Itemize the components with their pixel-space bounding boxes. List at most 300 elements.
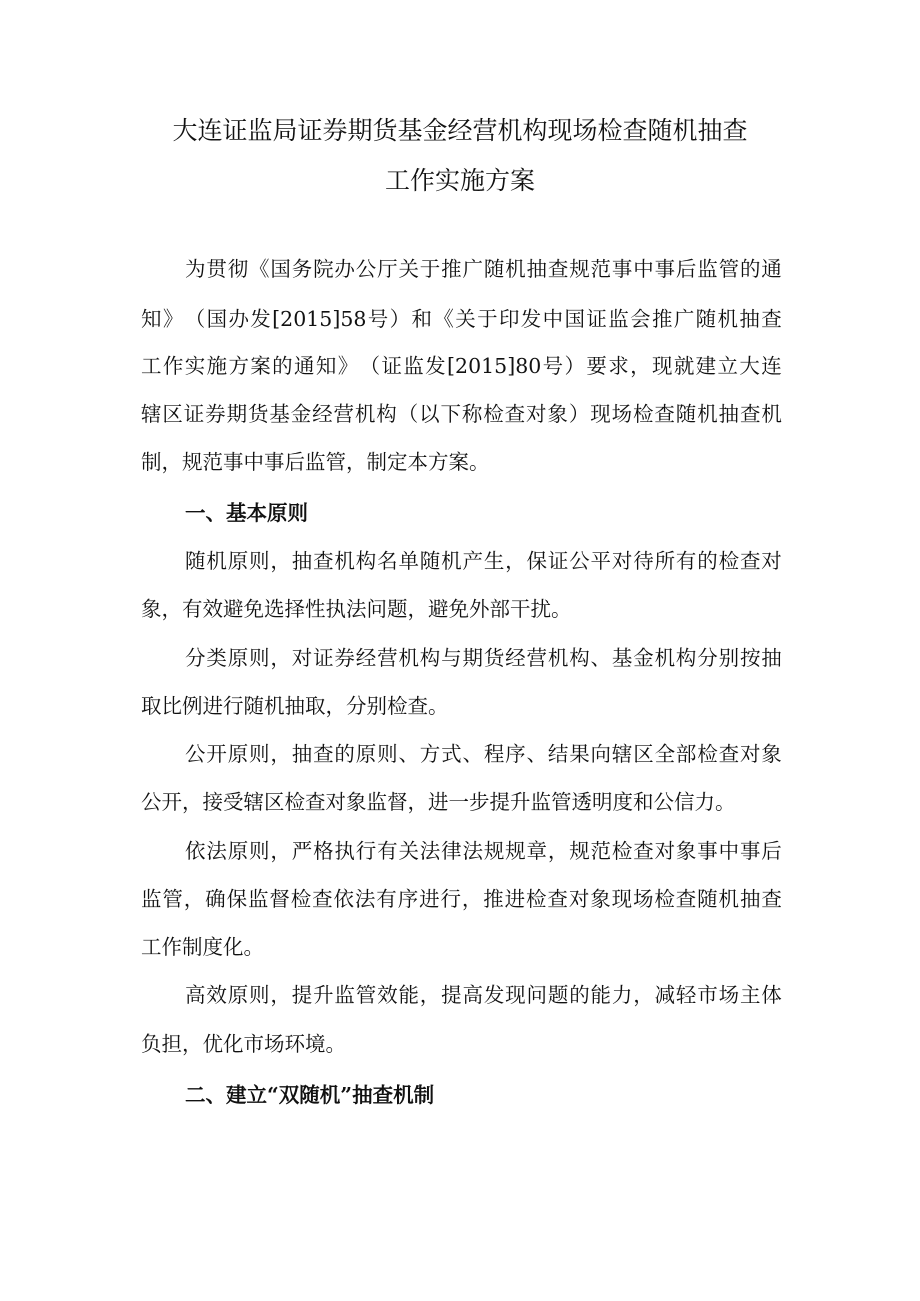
text-glyph: 发 xyxy=(520,307,542,331)
law-principle-line-2 xyxy=(141,886,782,912)
text-glyph: 式 xyxy=(441,742,462,766)
text-glyph: 依 xyxy=(333,887,355,911)
text-glyph: 广 xyxy=(673,307,695,331)
text-glyph: 检 xyxy=(654,887,675,911)
text-glyph: 市 xyxy=(697,983,718,1007)
text-glyph: ， xyxy=(505,549,526,573)
text-glyph: 进 xyxy=(504,887,526,911)
text-glyph: 》 xyxy=(162,307,184,331)
text-glyph: 范 xyxy=(590,257,612,281)
text-glyph: 机 xyxy=(697,402,718,426)
text-glyph: 期 xyxy=(462,646,483,670)
text-glyph: 办 xyxy=(334,257,355,281)
text-glyph: 推 xyxy=(483,887,504,911)
text-glyph: 知 xyxy=(315,354,337,378)
text-glyph: 依 xyxy=(185,839,206,863)
text-glyph: 保 xyxy=(526,549,547,573)
text-glyph: 查 xyxy=(654,402,675,426)
intro-line-4 xyxy=(141,401,782,427)
text-glyph: 知 xyxy=(141,307,162,331)
text-glyph: 货 xyxy=(483,646,505,670)
text-glyph: 序 xyxy=(505,742,526,766)
text-glyph: 公 xyxy=(569,549,590,573)
text-glyph: ， xyxy=(183,887,205,911)
text-glyph: 名 xyxy=(377,549,398,573)
open-principle-line-2: 公开，接受辖区检查对象监督，进一步提升监管透明度和公信力。 xyxy=(141,790,736,814)
text-glyph: 查 xyxy=(313,549,334,573)
text-glyph: 经 xyxy=(312,402,333,426)
text-glyph: 国 xyxy=(270,257,291,281)
text-glyph: 关 xyxy=(398,257,419,281)
text-glyph: 监 xyxy=(697,257,718,281)
text-glyph: 象 xyxy=(761,742,782,766)
text-glyph: 行 xyxy=(355,839,377,863)
text-glyph: 关 xyxy=(455,307,476,331)
law-principle-line-3: 工作制度化。 xyxy=(141,935,264,959)
text-glyph: ， xyxy=(270,549,291,573)
text-glyph: 查 xyxy=(761,307,782,331)
text-glyph: 发 xyxy=(425,354,446,378)
text-glyph: 则 xyxy=(249,983,270,1007)
text-glyph: 有 xyxy=(675,549,697,573)
text-glyph: 查 xyxy=(739,402,761,426)
text-glyph: 监 xyxy=(334,983,355,1007)
text-glyph: 则 xyxy=(249,549,270,573)
text-glyph: ， xyxy=(270,839,291,863)
text-glyph: 平 xyxy=(590,549,612,573)
text-glyph: ， xyxy=(547,839,569,863)
text-glyph: 、 xyxy=(590,646,612,670)
text-glyph: 查 xyxy=(761,887,782,911)
text-glyph: 题 xyxy=(547,983,569,1007)
text-glyph: 期 xyxy=(226,402,248,426)
category-principle-line-2: 取比例进行随机抽取，分别检查。 xyxy=(141,694,449,718)
text-glyph: 就 xyxy=(673,354,695,378)
text-glyph: 构 xyxy=(419,646,441,670)
text-glyph: 规 xyxy=(569,257,590,281)
text-glyph: 查 xyxy=(547,257,569,281)
category-principle-line-1 xyxy=(185,645,782,671)
text-glyph: 机 xyxy=(505,257,526,281)
text-glyph: 严 xyxy=(291,839,313,863)
text-glyph: 建 xyxy=(695,354,717,378)
text-glyph: 章 xyxy=(526,839,547,863)
text-glyph: 则 xyxy=(377,742,398,766)
text-glyph: 检 xyxy=(697,742,718,766)
text-glyph: 构 xyxy=(569,646,590,670)
text-glyph: 原 xyxy=(355,742,377,766)
text-glyph: ， xyxy=(630,354,651,378)
text-glyph: 检 xyxy=(526,887,547,911)
text-glyph: 后 xyxy=(675,257,697,281)
text-glyph: 金 xyxy=(290,402,312,426)
text-glyph: 区 xyxy=(633,742,654,766)
text-glyph: （ xyxy=(397,402,419,426)
text-glyph: 类 xyxy=(206,646,227,670)
random-principle-line-2: 象，有效避免选择性执法问题，避免外部干扰。 xyxy=(141,597,572,621)
text-glyph: 律 xyxy=(441,839,462,863)
text-glyph: 证 xyxy=(586,307,607,331)
text-glyph: 确 xyxy=(205,887,226,911)
text-glyph: 证 xyxy=(381,354,402,378)
text-glyph: 则 xyxy=(249,646,270,670)
intro-line-5: 制，规范事中事后监管，制定本方案。 xyxy=(141,450,490,474)
text-glyph: 《 xyxy=(249,257,270,281)
text-glyph: 的 xyxy=(739,257,761,281)
text-glyph: 监 xyxy=(141,887,162,911)
text-glyph: 场 xyxy=(632,887,654,911)
text-glyph: 升 xyxy=(313,983,334,1007)
text-glyph: 场 xyxy=(611,402,633,426)
text-glyph: 开 xyxy=(206,742,227,766)
text-glyph: 经 xyxy=(505,646,526,670)
text-glyph: 营 xyxy=(333,402,355,426)
text-glyph: 的 xyxy=(569,983,590,1007)
text-glyph: 于 xyxy=(419,257,441,281)
text-glyph: 关 xyxy=(398,839,419,863)
text-glyph: 营 xyxy=(377,646,398,670)
text-glyph: 为 xyxy=(185,257,206,281)
text-glyph: 实 xyxy=(184,354,206,378)
text-glyph: 随 xyxy=(675,402,697,426)
text-glyph: 彻 xyxy=(227,257,249,281)
text-glyph: 方 xyxy=(228,354,249,378)
text-glyph: 查 xyxy=(547,887,568,911)
text-glyph: 券 xyxy=(334,646,355,670)
text-glyph: 、 xyxy=(398,742,419,766)
text-glyph: 金 xyxy=(633,646,654,670)
text-glyph: 随 xyxy=(697,887,718,911)
text-glyph: 原 xyxy=(227,646,249,670)
text-glyph: 院 xyxy=(313,257,334,281)
text-glyph: 原 xyxy=(227,839,249,863)
text-glyph: 场 xyxy=(718,983,740,1007)
text-glyph: 对 xyxy=(526,402,547,426)
text-glyph: 法 xyxy=(206,839,227,863)
text-glyph: 求 xyxy=(608,354,629,378)
intro-line-2 xyxy=(141,306,782,332)
text-glyph: 按 xyxy=(739,646,761,670)
text-glyph: 检 xyxy=(483,402,504,426)
text-glyph: 称 xyxy=(461,402,483,426)
text-glyph: 构 xyxy=(675,646,697,670)
text-glyph: 法 xyxy=(419,839,441,863)
text-glyph: 经 xyxy=(355,646,377,670)
text-glyph: 则 xyxy=(249,839,270,863)
text-glyph: 事 xyxy=(611,257,633,281)
text-glyph: 推 xyxy=(441,257,462,281)
text-glyph: 体 xyxy=(761,983,782,1007)
text-glyph: 中 xyxy=(542,307,564,331)
text-glyph: 对 xyxy=(568,887,590,911)
text-glyph: 监 xyxy=(247,887,269,911)
text-glyph: ） xyxy=(568,402,590,426)
text-glyph: 现 xyxy=(651,354,673,378)
text-glyph: 高 xyxy=(462,983,483,1007)
text-glyph: 所 xyxy=(654,549,676,573)
text-glyph: 对 xyxy=(654,839,676,863)
text-glyph: 高 xyxy=(185,983,206,1007)
text-glyph: 券 xyxy=(205,402,226,426)
text-glyph: 效 xyxy=(206,983,227,1007)
text-glyph: 对 xyxy=(739,742,761,766)
text-glyph: 分 xyxy=(697,646,718,670)
text-glyph: 机 xyxy=(547,646,569,670)
document-title-line-1: 大连证监局证券期货基金经营机构现场检查随机抽查 xyxy=(172,116,748,145)
text-glyph: 现 xyxy=(590,402,611,426)
text-glyph: 随 xyxy=(185,549,206,573)
text-glyph: 管 xyxy=(718,257,740,281)
text-glyph: 向 xyxy=(590,742,612,766)
text-glyph: 别 xyxy=(718,646,740,670)
text-glyph: 机 xyxy=(717,307,739,331)
text-glyph: 范 xyxy=(590,839,612,863)
text-glyph: ） xyxy=(564,354,586,378)
text-glyph: 减 xyxy=(654,983,676,1007)
text-glyph: 以 xyxy=(419,402,440,426)
text-glyph: 抽 xyxy=(291,549,313,573)
text-glyph: 生 xyxy=(483,549,505,573)
text-glyph: 单 xyxy=(398,549,419,573)
text-glyph: 有 xyxy=(376,887,397,911)
text-glyph: 作 xyxy=(162,354,184,378)
text-glyph: 辖 xyxy=(611,742,633,766)
text-glyph: 和 xyxy=(411,307,432,331)
text-glyph: 构 xyxy=(376,402,397,426)
text-glyph: 机 xyxy=(441,549,462,573)
text-glyph: 对 xyxy=(761,549,782,573)
text-glyph: [2015]80 xyxy=(447,354,542,378)
text-glyph: 办 xyxy=(228,307,249,331)
text-glyph: 抽 xyxy=(739,307,760,331)
section-heading-double-random: 二、建立“双随机”抽查机制 xyxy=(185,1083,435,1107)
text-glyph: 基 xyxy=(269,402,290,426)
text-glyph: 检 xyxy=(290,887,312,911)
text-glyph: 保 xyxy=(226,887,248,911)
text-glyph: 《 xyxy=(433,307,454,331)
text-glyph: 法 xyxy=(354,887,376,911)
law-principle-line-1 xyxy=(185,838,782,864)
text-glyph: 的 xyxy=(334,742,355,766)
text-glyph: 监 xyxy=(403,354,424,378)
text-glyph: 贯 xyxy=(206,257,227,281)
text-glyph: 的 xyxy=(697,549,718,573)
text-glyph: 、 xyxy=(462,742,483,766)
text-glyph: 公 xyxy=(185,742,206,766)
text-glyph: 事 xyxy=(739,839,761,863)
text-glyph: 检 xyxy=(718,549,740,573)
text-glyph: 要 xyxy=(586,354,607,378)
text-glyph: 会 xyxy=(630,307,651,331)
text-glyph: 通 xyxy=(761,257,782,281)
text-glyph: 督 xyxy=(269,887,290,911)
text-glyph: 序 xyxy=(397,887,419,911)
text-glyph: ， xyxy=(270,983,291,1007)
text-glyph: 规 xyxy=(569,839,590,863)
efficient-principle-line-1 xyxy=(185,982,782,1008)
text-glyph: 机 xyxy=(334,549,355,573)
text-glyph: 有 xyxy=(377,839,398,863)
text-glyph: 证 xyxy=(183,402,205,426)
text-glyph: 则 xyxy=(249,742,270,766)
text-glyph: （ xyxy=(359,354,381,378)
text-glyph: 号 xyxy=(367,307,389,331)
text-glyph: 行 xyxy=(440,887,461,911)
text-glyph: ， xyxy=(419,983,441,1007)
text-glyph: 区 xyxy=(162,402,183,426)
text-glyph: 对 xyxy=(611,549,633,573)
text-glyph: 发 xyxy=(250,307,271,331)
text-glyph: 厅 xyxy=(377,257,398,281)
text-glyph: ） xyxy=(389,307,411,331)
intro-line-3 xyxy=(141,353,782,379)
text-glyph: 机 xyxy=(206,549,227,573)
text-glyph: 查 xyxy=(739,549,761,573)
random-principle-line-1 xyxy=(185,548,782,574)
text-glyph: 推 xyxy=(651,307,673,331)
text-glyph: 辖 xyxy=(141,402,162,426)
text-glyph: 立 xyxy=(717,354,739,378)
text-glyph: 随 xyxy=(419,549,441,573)
text-glyph: 象 xyxy=(547,402,568,426)
text-glyph: 问 xyxy=(526,983,547,1007)
text-glyph: 国 xyxy=(206,307,228,331)
text-glyph: 中 xyxy=(718,839,740,863)
text-glyph: 事 xyxy=(654,257,676,281)
text-glyph: 案 xyxy=(250,354,271,378)
text-glyph: ， xyxy=(270,742,291,766)
text-glyph: 方 xyxy=(419,742,441,766)
text-glyph: 的 xyxy=(272,354,293,378)
text-glyph: 原 xyxy=(227,983,249,1007)
text-glyph: 果 xyxy=(569,742,590,766)
text-glyph: 执 xyxy=(334,839,355,863)
text-glyph: 货 xyxy=(247,402,269,426)
text-glyph: ， xyxy=(270,646,291,670)
section-heading-basic-principles: 一、基本原则 xyxy=(185,501,308,525)
text-glyph: 检 xyxy=(632,402,654,426)
text-glyph: 》 xyxy=(337,354,359,378)
text-glyph: 查 xyxy=(504,402,526,426)
text-glyph: 查 xyxy=(633,839,654,863)
text-glyph: 机 xyxy=(354,402,376,426)
text-glyph: 随 xyxy=(483,257,505,281)
text-glyph: 进 xyxy=(419,887,440,911)
text-glyph: 力 xyxy=(611,983,633,1007)
text-glyph: 中 xyxy=(633,257,654,281)
text-glyph: 后 xyxy=(761,839,782,863)
text-glyph: 全 xyxy=(654,742,676,766)
text-glyph: 印 xyxy=(498,307,520,331)
text-glyph: 对 xyxy=(291,646,313,670)
text-glyph: 机 xyxy=(398,646,419,670)
text-glyph: 待 xyxy=(633,549,654,573)
text-glyph: ， xyxy=(633,983,654,1007)
text-glyph: ， xyxy=(461,887,483,911)
text-glyph: 产 xyxy=(462,549,483,573)
text-glyph: 大 xyxy=(739,354,760,378)
text-glyph: 连 xyxy=(761,354,782,378)
text-glyph: 营 xyxy=(526,646,547,670)
text-glyph: [2015]58 xyxy=(272,307,367,331)
text-glyph: 提 xyxy=(441,983,462,1007)
document-title-line-2: 工作实施方案 xyxy=(384,166,535,195)
text-glyph: 于 xyxy=(477,307,498,331)
text-glyph: 能 xyxy=(398,983,419,1007)
text-glyph: 号 xyxy=(542,354,564,378)
text-glyph: 机 xyxy=(761,402,782,426)
text-glyph: 国 xyxy=(564,307,586,331)
text-glyph: 、 xyxy=(526,742,547,766)
text-glyph: 规 xyxy=(483,839,505,863)
text-glyph: 效 xyxy=(377,983,398,1007)
text-glyph: 事 xyxy=(697,839,718,863)
text-glyph: 查 xyxy=(675,887,697,911)
text-glyph: 抽 xyxy=(291,742,313,766)
text-glyph: 抽 xyxy=(718,402,740,426)
text-glyph: 分 xyxy=(185,646,206,670)
text-glyph: 程 xyxy=(483,742,505,766)
text-glyph: 发 xyxy=(483,983,505,1007)
text-glyph: 轻 xyxy=(675,983,697,1007)
text-glyph: 构 xyxy=(355,549,377,573)
text-glyph: 现 xyxy=(505,983,526,1007)
text-glyph: 随 xyxy=(695,307,717,331)
text-glyph: 能 xyxy=(590,983,612,1007)
text-glyph: 机 xyxy=(718,887,740,911)
text-glyph: 提 xyxy=(291,983,313,1007)
text-glyph: 与 xyxy=(441,646,462,670)
text-glyph: 格 xyxy=(313,839,334,863)
text-glyph: 务 xyxy=(291,257,313,281)
text-glyph: 原 xyxy=(227,742,249,766)
text-glyph: 抽 xyxy=(526,257,547,281)
text-glyph: 通 xyxy=(294,354,315,378)
text-glyph: 部 xyxy=(675,742,697,766)
text-glyph: 基 xyxy=(611,646,633,670)
text-glyph: 法 xyxy=(462,839,483,863)
intro-line-1 xyxy=(185,256,782,282)
text-glyph: 证 xyxy=(547,549,569,573)
text-glyph: 监 xyxy=(608,307,629,331)
text-glyph: 管 xyxy=(355,983,377,1007)
text-glyph: 查 xyxy=(312,887,333,911)
text-glyph: 结 xyxy=(547,742,569,766)
text-glyph: 象 xyxy=(675,839,697,863)
text-glyph: 证 xyxy=(313,646,334,670)
text-glyph: 工 xyxy=(141,354,162,378)
open-principle-line-1 xyxy=(185,741,782,767)
text-glyph: 施 xyxy=(206,354,228,378)
text-glyph: 现 xyxy=(611,887,633,911)
text-glyph: 抽 xyxy=(739,887,761,911)
text-glyph: 原 xyxy=(227,549,249,573)
text-glyph: 查 xyxy=(718,742,740,766)
text-glyph: 机 xyxy=(654,646,676,670)
text-glyph: 抽 xyxy=(761,646,782,670)
text-glyph: 管 xyxy=(162,887,183,911)
text-glyph: 查 xyxy=(313,742,334,766)
text-glyph: 主 xyxy=(739,983,761,1007)
text-glyph: 规 xyxy=(505,839,526,863)
text-glyph: 检 xyxy=(611,839,633,863)
text-glyph: 公 xyxy=(355,257,377,281)
text-glyph: 广 xyxy=(462,257,483,281)
text-glyph: 下 xyxy=(440,402,461,426)
text-glyph: （ xyxy=(184,307,206,331)
efficient-principle-line-2: 负担，优化市场环境。 xyxy=(141,1032,346,1056)
text-glyph: 象 xyxy=(590,887,611,911)
